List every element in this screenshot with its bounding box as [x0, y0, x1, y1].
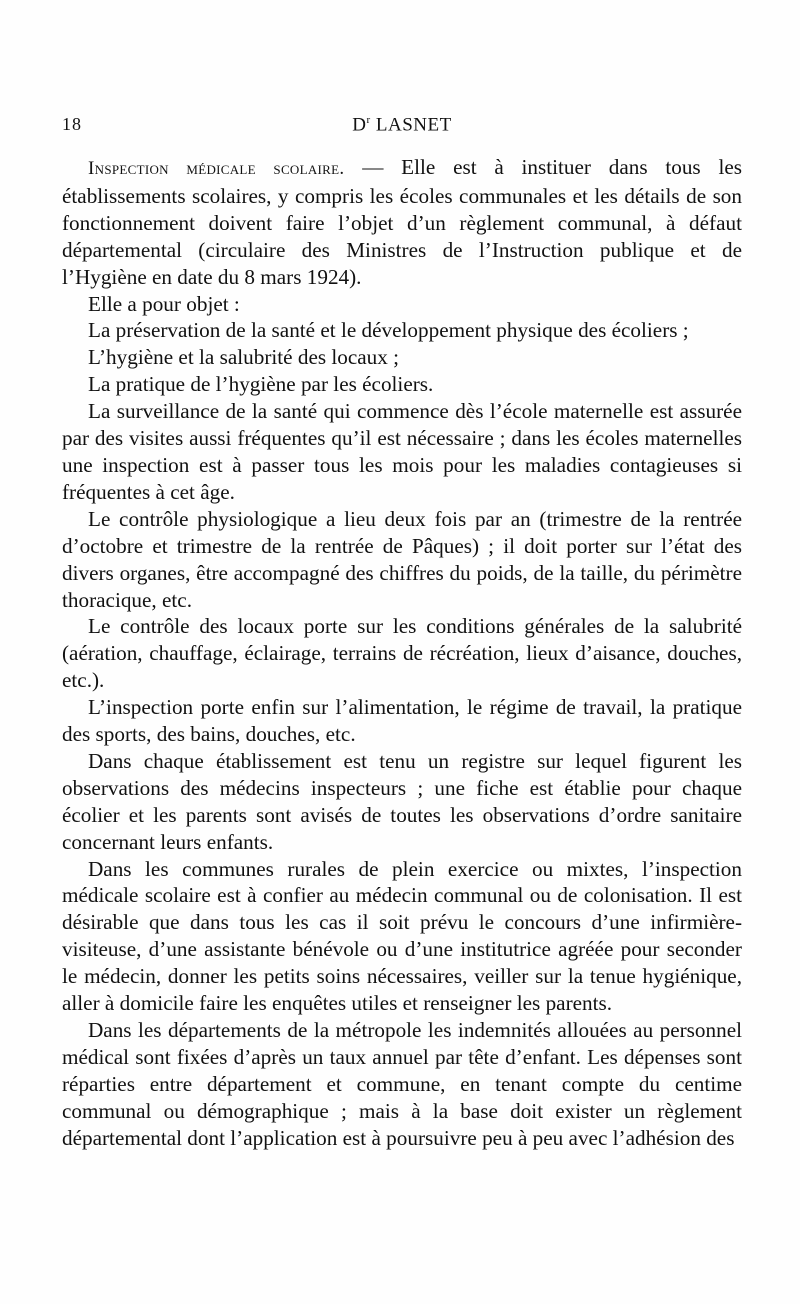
paragraph: La pratique de l’hygiène par les écoliers.	[88, 372, 434, 397]
paragraph: La préservation de la santé et le développement physique des écoliers ;	[88, 318, 689, 343]
paragraph: Dans les départements de la métropole les indemnités allouées au personnel médical sont fixées d’après un taux annuel par tête d’enfant. Les dépenses sont réparties entre département et commune, en tenant compte du centime communal ou démographique ; mais à la base doit exister un règlement départemental dont l’application est à poursuivre peu à peu avec l’adhésion des	[62, 1018, 742, 1150]
paragraph: L’inspection porte enfin sur l’alimentation, le régime de travail, la pratique des sports, des bains, douches, etc.	[62, 695, 742, 747]
paragraph: L’hygiène et la salubrité des locaux ;	[88, 345, 400, 370]
page-body	[62, 154, 742, 1152]
paragraph: Elle a pour objet :	[88, 291, 240, 316]
paragraph: Le contrôle des locaux porte sur les conditions générales de la salubrité (aération, chauffage, éclairage, terrains de récréation, lieux d’aisance, douches, etc.).	[62, 614, 742, 693]
paragraph: La surveillance de la santé qui commence dès l’école maternelle est assurée par des visites aussi fréquentes qu’il est nécessaire ; dans les écoles maternelles une inspection est à passer tous les mois pour les maladies contagieuses si fréquentes à cet âge.	[62, 399, 742, 504]
paragraph-text: — Elle est à instituer dans tous les établissements scolaires, y compris les écoles communales et les détails de son fonctionnement doivent faire l’objet d’un règlement communal, à défaut départemental (circulaire des Ministres de l’Instruction publique et de l’Hygiène en date du 8 mars 1924).	[62, 155, 742, 289]
paragraph: Dans chaque établissement est tenu un registre sur lequel figurent les observations des médecins inspecteurs ; une fiche est établie pour chaque écolier et les parents sont avisés de toutes les observations d’ordre sanitaire concernant leurs enfants.	[62, 748, 742, 854]
author-prefix-sup: r	[366, 114, 371, 126]
author-prefix: D	[352, 114, 367, 136]
paragraph: Le contrôle physiologique a lieu deux fois par an (trimestre de la rentrée d’octobre et trimestre de la rentrée de Pâques) ; il doit porter sur l’état des divers organes, être accompagné des chiffres du poids, de la taille, du périmètre thoracique, etc.	[62, 506, 742, 612]
paragraph: Dans les communes rurales de plein exercice ou mixtes, l’inspection médicale scolaire est à confier au médecin communal ou de colonisation. Il est désirable que dans tous les cas il soit prévu le concours d’une infirmière-visiteuse, d’une assistante bénévole ou d’une institutrice agréée pour seconder le médecin, donner les petits soins nécessaires, veiller sur la tenue hygiénique, aller à domicile faire les enquêtes utiles et renseigner les parents.	[62, 856, 742, 1016]
paragraph-inspection-medicale	[62, 154, 742, 291]
section-lead: Inspection médicale scolaire.	[88, 158, 345, 179]
page-header	[62, 114, 742, 142]
author-name: LASNET	[375, 114, 452, 136]
page-number: 18	[62, 114, 82, 134]
running-title	[62, 114, 742, 136]
